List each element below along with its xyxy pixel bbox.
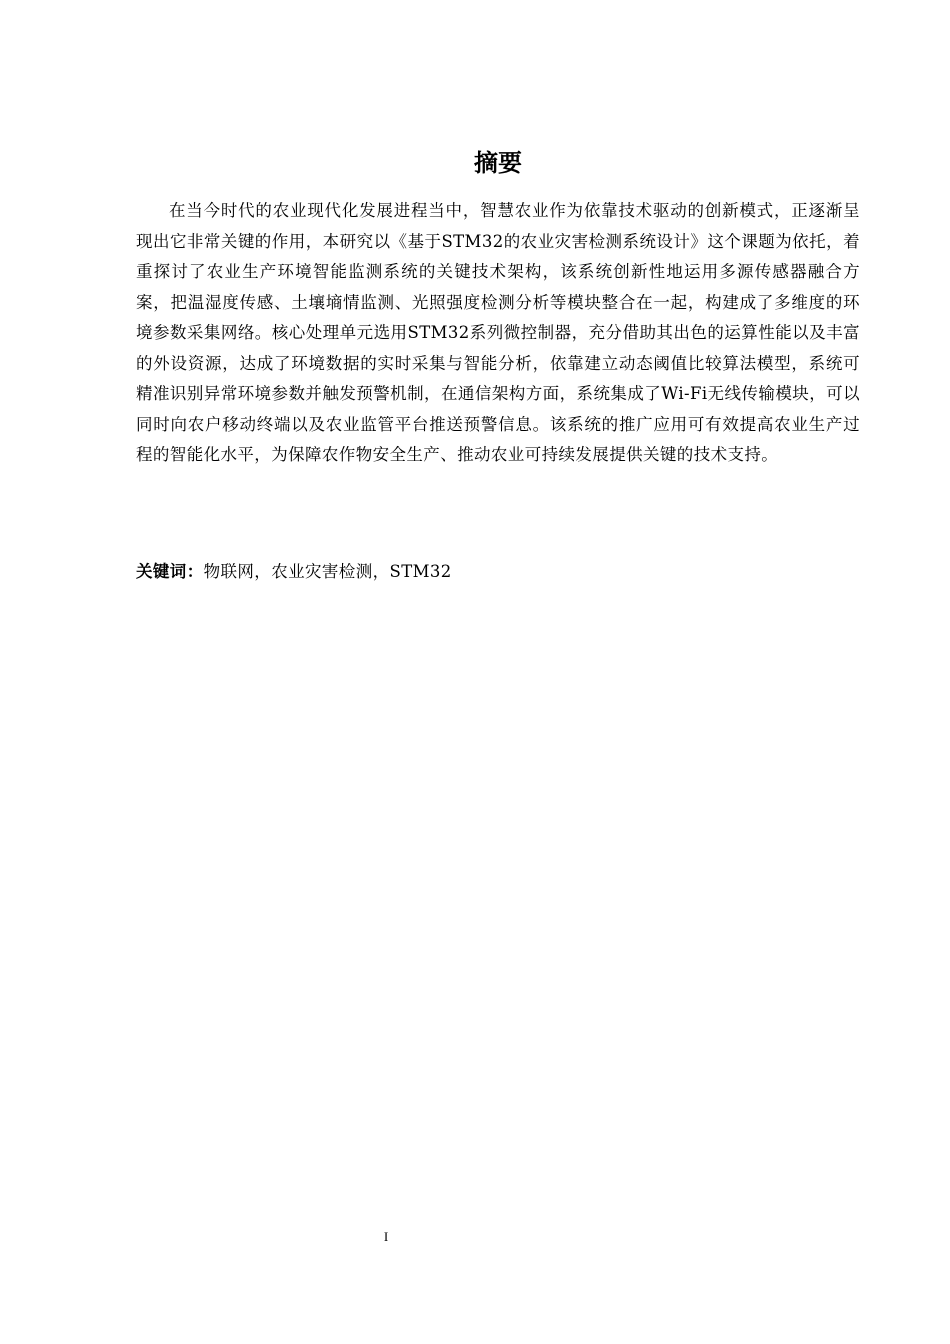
abstract-body: 在当今时代的农业现代化发展进程当中，智慧农业作为依靠技术驱动的创新模式，正逐渐呈现出它非常关键的作用，本研究以《基于STM32的农业灾害检测系统设计》这个课题为依托，着重探讨了农业生产环境智能监测系统的关键技术架构，该系统创新性地运用多源传感器融合方案，把温湿度传感、土壤墒情监测、光照强度检测分析等模块整合在一起，构建成了多维度的环境参数采集网络。核心处理单元选用STM32系列微控制器，充分借助其出色的运算性能以及丰富的外设资源，达成了环境数据的实时采集与智能分析，依靠建立动态阈值比较算法模型，系统可精准识别异常环境参数并触发预警机制，在通信架构方面，系统集成了Wi-Fi无线传输模块，可以同时向农户移动终端以及农业监管平台推送预警信息。该系统的推广应用可有效提高农业生产过程的智能化水平，为保障农作物安全生产、推动农业可持续发展提供关键的技术支持。 bbox=[136, 201, 860, 464]
keywords-label: 关键词： bbox=[136, 562, 204, 581]
keywords-line bbox=[136, 557, 452, 587]
abstract-title: 摘要 bbox=[474, 149, 522, 177]
keywords-text: 物联网，农业灾害检测，STM32 bbox=[203, 562, 452, 581]
page-number: I bbox=[383, 1229, 389, 1244]
